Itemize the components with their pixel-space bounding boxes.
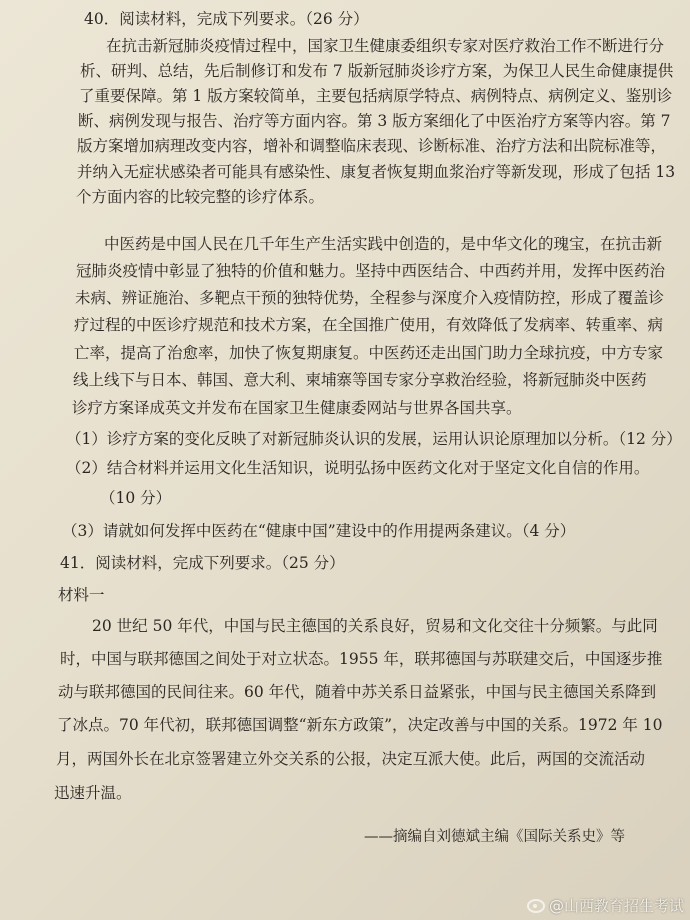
q41-para-line: 月，两国外长在北京签署建立外交关系的公报，决定互派大使。此后，两国的交流活动 <box>56 750 646 768</box>
q40-para1-line: 了重要保障。第 1 版方案较简单，主要包括病原学特点、病例特点、病例定义、鉴别诊 <box>79 87 673 105</box>
q40-question-3: （3）请就如何发挥中医药在“健康中国”建设中的作用提两条建议。（4 分） <box>62 522 576 540</box>
q40-question-2-score: （10 分） <box>100 489 172 507</box>
q40-para2-line: 线上线下与日本、韩国、意大利、柬埔寨等国专家分享救治经验，将新冠肺炎中医药 <box>73 371 647 389</box>
q40-para2-line: 未病、辨证施治、多靶点干预的独特优势，全程参与深度介入疫情防控，形成了覆盖诊 <box>75 289 665 307</box>
weibo-watermark <box>527 895 684 916</box>
q41-source: ——摘编自刘德斌主编《国际关系史》等 <box>364 829 625 845</box>
q40-para1-line: 在抗击新冠肺炎疫情过程中，国家卫生健康委组织专家对医疗救治工作不断进行分 <box>106 37 665 55</box>
q40-question-1: （1）诊疗方案的变化反映了对新冠肺炎认识的发展，运用认识论原理加以分析。（12 分） <box>66 430 682 448</box>
q41-para-line: 了冰点。70 年代初，联邦德国调整“新东方政策”，决定改善与中国的关系。1972 年 10 <box>57 716 663 734</box>
q40-para1-line: 个方面内容的比较完整的诊疗体系。 <box>76 188 325 206</box>
watermark-text: @山西教育招生考试 <box>548 897 684 915</box>
q40-question-2: （2）结合材料并运用文化生活知识，说明弘扬中医药文化对于坚定文化自信的作用。 <box>66 459 650 477</box>
q40-para1-line: 版方案增加病理改变内容，增补和调整临床表现、诊断标准、治疗方法和出院标准等， <box>77 137 667 155</box>
q41-para-line: 20 世纪 50 年代，中国与民主德国的关系良好，贸易和文化交往十分频繁。与此同 <box>92 617 658 635</box>
q41-heading: 41．阅读材料，完成下列要求。（25 分） <box>60 554 345 572</box>
weibo-icon <box>527 899 545 913</box>
q40-para1-line: 断、病例发现与报告、治疗等方面内容。第 3 版方案细化了中医治疗方案等内容。第 7 <box>78 112 671 130</box>
q40-para2-line: 中医药是中国人民在几千年生产生活实践中创造的，是中华文化的瑰宝，在抗击新 <box>104 235 663 253</box>
q40-para2-line: 诊疗方案译成英文并发布在国家卫生健康委网站与世界各国共享。 <box>72 399 522 417</box>
q41-para-line: 动与联邦德国的民间往来。60 年代，随着中苏关系日益紧张，中国与民主德国关系降到 <box>58 683 657 701</box>
q40-para2-line: 疗过程的中医诊疗规范和技术方案，在全国推广使用，有效降低了发病率、转重率、病 <box>74 316 664 334</box>
q41-para-line: 迅速升温。 <box>54 784 132 802</box>
q40-para2-line: 亡率，提高了治愈率，加快了恢复期康复。中医药还走出国门助力全球抗疫，中方专家 <box>74 344 664 362</box>
q40-para1-line: 析、研判、总结，先后制修订和发布 7 版新冠肺炎诊疗方案，为保卫人民生命健康提供 <box>80 62 674 80</box>
q40-para2-line: 冠肺炎疫情中彰显了独特的价值和魅力。坚持中西医结合、中西药并用，发挥中医药治 <box>76 262 666 280</box>
q41-material-label: 材料一 <box>58 586 105 604</box>
q40-para1-line: 并纳入无症状感染者可能具有感染性、康复者恢复期血浆治疗等新发现，形成了包括 13 <box>77 163 676 181</box>
q41-para-line: 时，中国与联邦德国之间处于对立状态。1955 年，联邦德国与苏联建交后，中国逐步推 <box>60 650 663 668</box>
q40-heading: 40．阅读材料，完成下列要求。（26 分） <box>84 10 369 28</box>
